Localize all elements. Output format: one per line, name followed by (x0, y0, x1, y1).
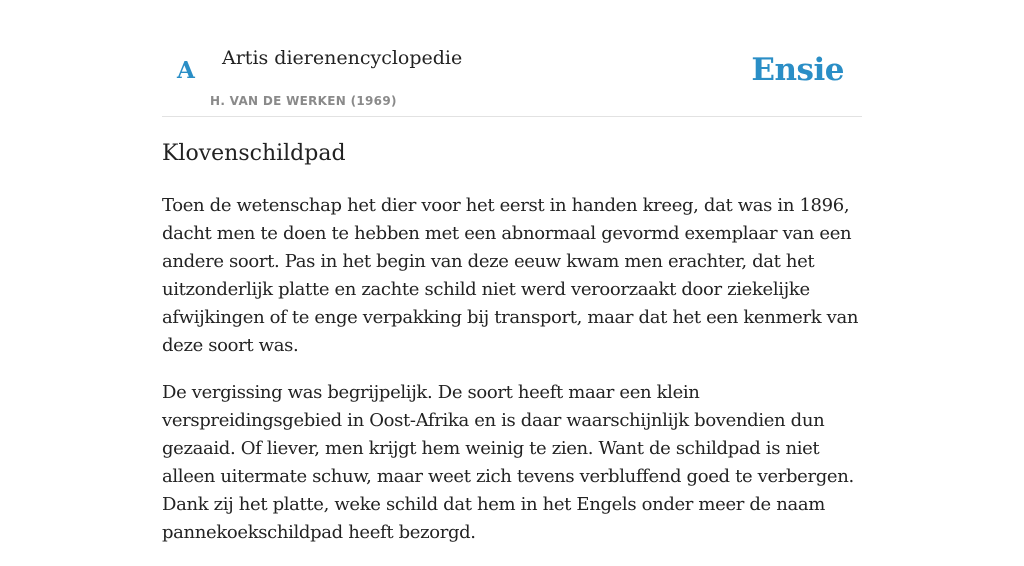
entry-title: Klovenschildpad (162, 141, 346, 166)
entry-body (162, 192, 862, 566)
paragraph: De vergissing was begrijpelijk. De soort heeft maar een klein verspreidingsgebied in Oost-Afrika en is daar waarschijnlijk bovendien dun gezaaid. Of liever, men krijgt hem weinig te zien. Want de schildpad is niet alleen uitermate schuw, maar weet zich tevens verbluffend goed te verbergen. Dank zij het platte, weke schild dat hem in het Engels onder meer de naam pannekoekschildpad heeft bezorgd. (162, 382, 854, 543)
book-author: H. VAN DE WERKEN (1969) (210, 94, 397, 108)
book-header (162, 0, 862, 117)
book-letter-link[interactable]: A (177, 57, 195, 84)
ensie-logo-link[interactable]: Ensie (751, 52, 844, 88)
book-title-link[interactable]: Artis dierenencyclopedie (222, 47, 463, 69)
paragraph: Toen de wetenschap het dier voor het eerst in handen kreeg, dat was in 1896, dacht men te doen te hebben met een abnormaal gevormd exemplaar van een andere soort. Pas in het begin van deze eeuw kwam men erachter, dat het uitzonderlijk platte en zachte schild niet werd veroorzaakt door ziekelijke afwijkingen of te enge verpakking bij transport, maar dat het een kenmerk van deze soort was. (162, 195, 859, 356)
